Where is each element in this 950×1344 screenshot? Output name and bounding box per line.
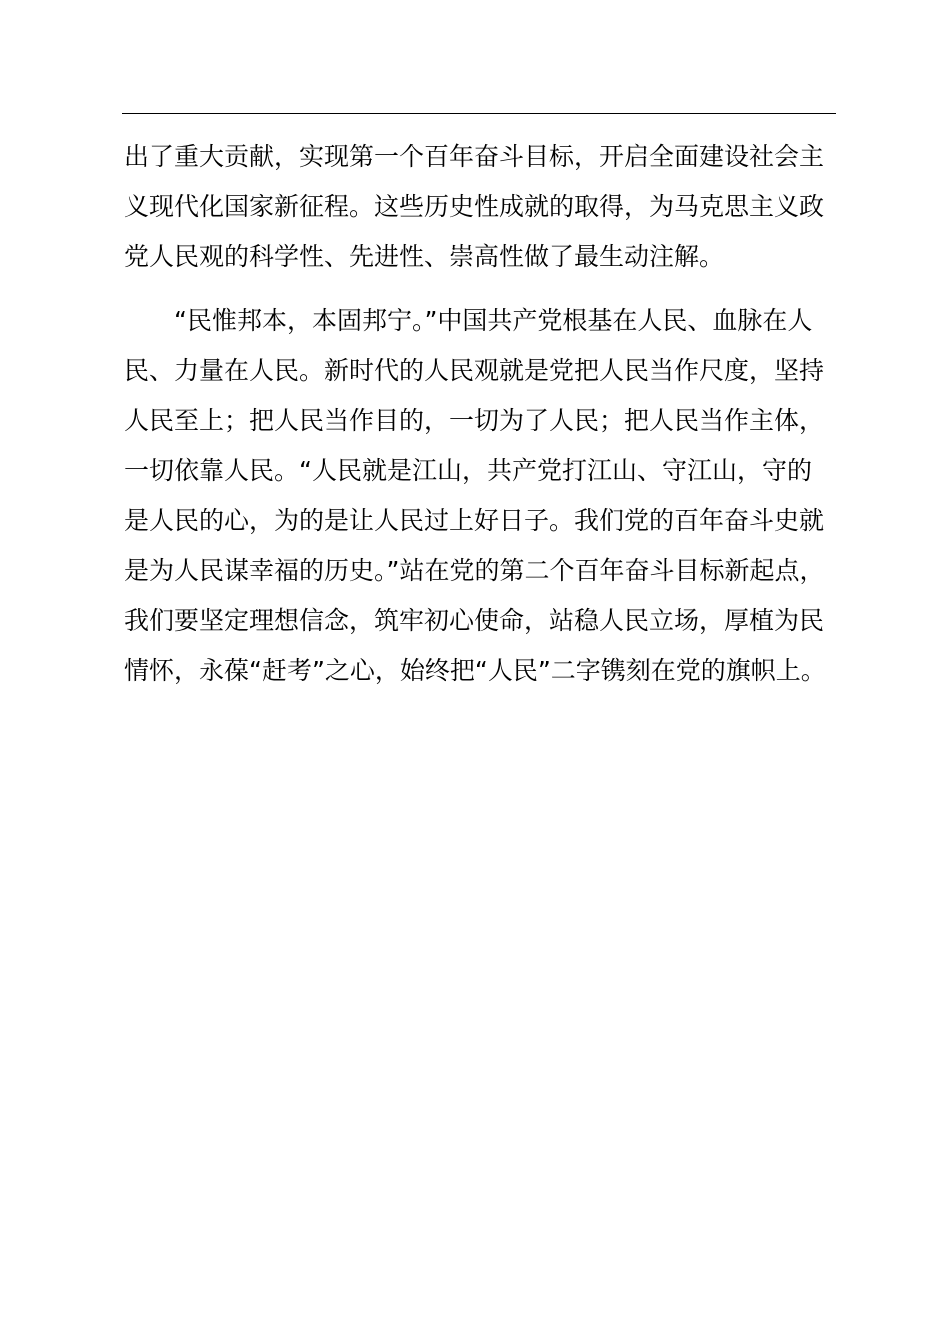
text-line: “民惟邦本，本固邦宁。”中国共产党根基在人民、血脉在人 bbox=[174, 306, 813, 335]
paragraph-2 bbox=[124, 296, 864, 696]
paragraph-1 bbox=[124, 132, 864, 282]
text-line: 是为人民谋幸福的历史。”站在党的第二个百年奋斗目标新起点， bbox=[124, 556, 825, 585]
text-line: 我们要坚定理想信念，筑牢初心使命，站稳人民立场，厚植为民 bbox=[124, 606, 825, 635]
text-line: 出了重大贡献，实现第一个百年奋斗目标，开启全面建设社会主 bbox=[124, 142, 825, 171]
text-line: 义现代化国家新征程。这些历史性成就的取得，为马克思主义政 bbox=[124, 192, 825, 221]
document-body bbox=[124, 132, 864, 696]
paragraph-spacer bbox=[124, 282, 864, 296]
text-line: 民、力量在人民。新时代的人民观就是党把人民当作尺度，坚持 bbox=[124, 356, 825, 385]
text-line: 党人民观的科学性、先进性、崇高性做了最生动注解。 bbox=[124, 242, 725, 271]
header-rule bbox=[122, 113, 836, 114]
text-line: 是人民的心，为的是让人民过上好日子。我们党的百年奋斗史就 bbox=[124, 506, 825, 535]
text-line: 情怀，永葆“赶考”之心，始终把“人民”二字镌刻在党的旗帜上。 bbox=[124, 656, 826, 685]
text-line: 一切依靠人民。“人民就是江山，共产党打江山、守江山，守的 bbox=[124, 456, 812, 485]
text-line: 人民至上；把人民当作目的，一切为了人民；把人民当作主体， bbox=[124, 406, 825, 435]
